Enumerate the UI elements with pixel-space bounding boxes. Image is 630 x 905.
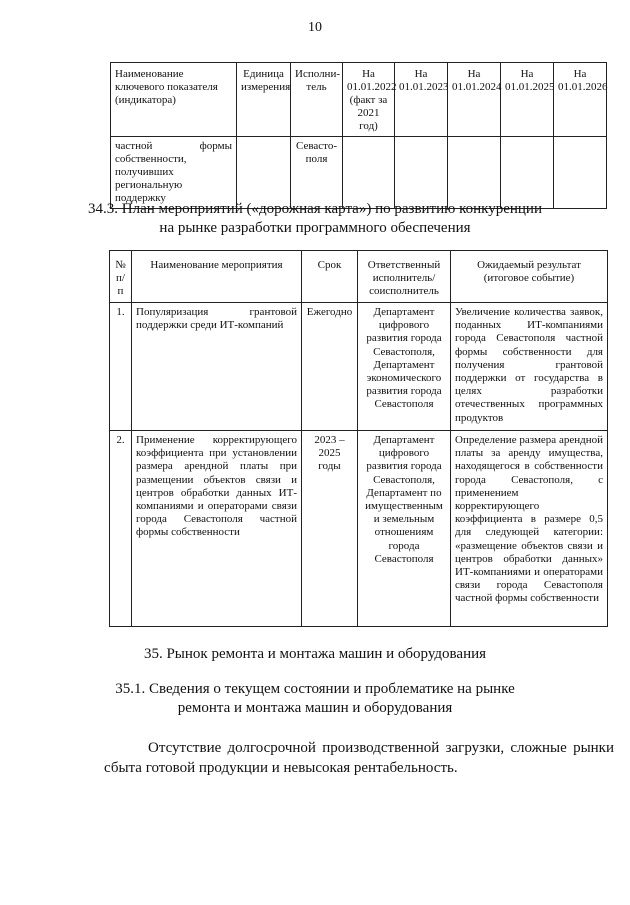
header-executor: Исполни-тель [291,63,343,137]
value-2023-cell [395,137,448,209]
row-term: Ежегодно [302,303,358,431]
value-2024-cell [448,137,501,209]
header-indicator: Наименование ключевого показателя (индикатора) [111,63,237,137]
header-2026: На 01.01.2026 [554,63,607,137]
unit-cell [237,137,291,209]
executor-cell: Севасто-поля [291,137,343,209]
row-activity: Популяризация грантовой поддержки среди ИТ-компаний [132,303,302,431]
header-2025: На 01.01.2025 [501,63,554,137]
value-2026-cell [554,137,607,209]
row-result: Увеличение количества заявок, поданных ИТ-компаниями города Севастополя частной формы собственности для получения грантовой поддержки от государства в целях разработки отечественных программных продуктов [451,303,608,431]
roadmap-table [109,250,608,627]
value-2025-cell [501,137,554,209]
table-row [110,431,608,627]
row-activity: Применение корректирующего коэффициента при установлении размера арендной платы при размещении объектов связи и центров обработки данных ИТ-компаниями и операторами связи города Севастополя частной формы собственности [132,431,302,627]
header-unit: Единица измерения [237,63,291,137]
body-paragraph: Отсутствие долгосрочной производственной загрузки, сложные рынки сбыта готовой продукции и невысокая рентабельность. [104,740,614,776]
header-responsible: Ответственный исполнитель/ соисполнитель [358,251,451,303]
header-result: Ожидаемый результат (итоговое событие) [451,251,608,303]
row-responsible: Департамент цифрового развития города Севастополя, Департамент экономического развития города Севастополя [358,303,451,431]
row-responsible: Департамент цифрового развития города Севастополя, Департамент по имущественным и земельным отношениям города Севастополя [358,431,451,627]
section-35-heading: 35. Рынок ремонта и монтажа машин и оборудования [143,646,487,662]
indicator-cell: частной формы собственности, получивших региональную поддержку [111,137,237,209]
page-number: 10 [308,20,322,35]
row-term: 2023 – 2025 годы [302,431,358,627]
table-row [110,303,608,431]
row-result: Определение размера арендной платы за аренду имущества, находящегося в собственности города Севастополя, с применением корректирующего коэффициента в размере 0,5 для следующей категории: «размещение объектов связи и центров обработки данных» ИТ-компаниями и операторами связи города Севастополя частной формы собственности [451,431,608,627]
header-activity: Наименование мероприятия [132,251,302,303]
indicator-table [110,62,607,209]
row-number: 2. [110,431,132,627]
section-35-1-heading: 35.1. Сведения о текущем состоянии и проблематике на рынке ремонта и монтажа машин и оборудования [115,681,515,716]
header-2022: На 01.01.2022 (факт за 2021 год) [343,63,395,137]
header-2023: На 01.01.2023 [395,63,448,137]
section-34-3-heading: 34.3. План мероприятий («дорожная карта») по развитию конкуренции на рынке разработки программного обеспечения [88,201,542,236]
header-number: № п/п [110,251,132,303]
header-term: Срок [302,251,358,303]
header-2024: На 01.01.2024 [448,63,501,137]
row-number: 1. [110,303,132,431]
value-2022-cell [343,137,395,209]
